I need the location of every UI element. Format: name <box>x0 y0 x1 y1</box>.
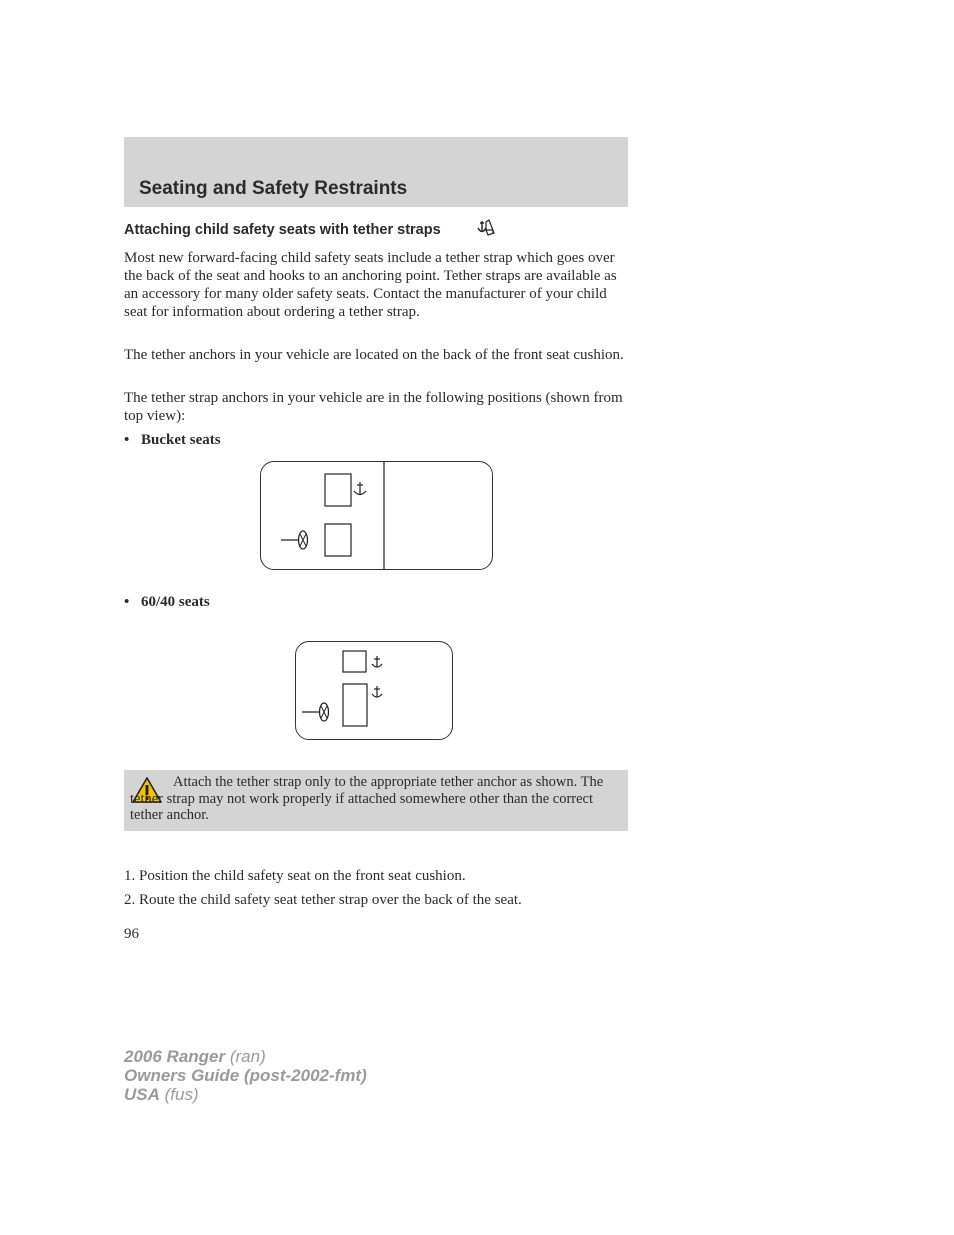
child-seat-tether-icon <box>474 218 496 243</box>
steering-wheel-icon <box>281 531 308 549</box>
anchor-location-paragraph: The tether anchors in your vehicle are located on the back of the front seat cushion. <box>124 347 624 363</box>
bullet-60-40-seats <box>124 594 210 611</box>
bullet-label: Bucket seats <box>141 432 221 448</box>
anchor-icon <box>354 482 366 495</box>
footer-model-code: (ran) <box>225 1047 266 1066</box>
footer-line-2 <box>124 1066 367 1085</box>
anchor-icon <box>372 656 382 667</box>
sixty-forty-seats-diagram <box>295 641 453 740</box>
bullet-label: 60/40 seats <box>141 594 210 610</box>
step-1: 1. Position the child safety seat on the front seat cushion. <box>124 868 466 884</box>
section-title: Seating and Safety Restraints <box>139 178 408 199</box>
bucket-seats-diagram <box>260 461 493 570</box>
subheading: Attaching child safety seats with tether straps <box>124 222 441 238</box>
seat-front <box>325 524 351 556</box>
footer-line-1 <box>124 1047 266 1066</box>
warning-text: Attach the tether strap only to the appropriate tether anchor as shown. The tether strap may not work properly if attached somewhere other than the correct tether anchor. <box>130 774 604 823</box>
anchor-icon <box>372 686 382 697</box>
footer-market-code: (fus) <box>159 1085 199 1104</box>
bullet-marker: • <box>124 432 130 448</box>
footer-guide: Owners Guide (post-2002-fmt) <box>124 1066 367 1085</box>
intro-paragraph: Most new forward-facing child safety seats include a tether strap which goes over the back of the seat and hooks to an anchoring point. Tether straps are available as an accessory for many older safety seats. Contact the manufacturer of your child seat for information about ordering a tether strap. <box>124 250 617 320</box>
bullet-bucket-seats <box>124 432 221 449</box>
page-number: 96 <box>124 926 139 942</box>
anchor-positions-paragraph: The tether strap anchors in your vehicle are in the following positions (shown from top view): <box>124 390 623 424</box>
seat-rear <box>325 474 351 506</box>
step-2: 2. Route the child safety seat tether strap over the back of the seat. <box>124 892 522 908</box>
steering-wheel-icon <box>302 703 329 721</box>
seat-rear-section <box>343 651 366 672</box>
seat-front-section <box>343 684 367 726</box>
footer-line-3 <box>124 1085 199 1104</box>
footer-market: USA <box>124 1085 160 1104</box>
footer-model: 2006 Ranger <box>124 1047 226 1066</box>
bullet-marker: • <box>124 594 130 610</box>
